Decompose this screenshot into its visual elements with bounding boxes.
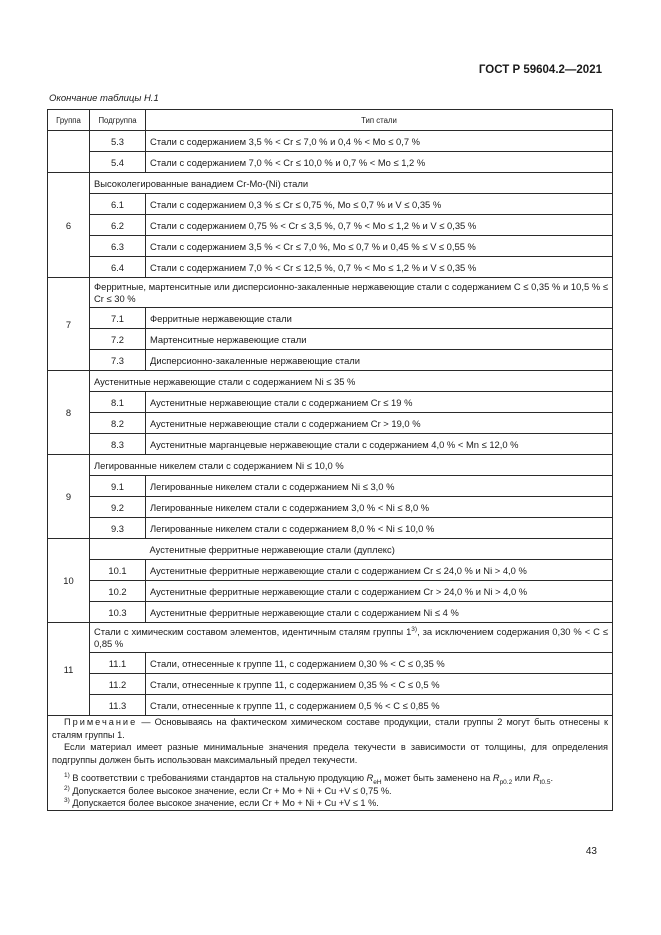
col-header-type: Тип стали	[146, 110, 613, 131]
group-cell: 7	[48, 278, 90, 371]
subgroup-cell: 5.4	[90, 152, 146, 173]
footnote-text: В соответствии с требованиями стандартов на стальную продукцию	[69, 773, 367, 783]
table-row	[48, 434, 613, 455]
document-id: ГОСТ Р 59604.2—2021	[478, 64, 602, 76]
symbol-sub: t0.5	[539, 778, 551, 786]
footnote-1	[52, 772, 608, 785]
group-row	[48, 623, 613, 653]
table-row	[48, 329, 613, 350]
symbol-sub: eH	[373, 778, 382, 786]
subgroup-cell: 9.3	[90, 518, 146, 539]
footnote-text: .	[550, 773, 553, 783]
subgroup-cell: 6.1	[90, 194, 146, 215]
page-number: 43	[585, 846, 597, 857]
table-row	[48, 131, 613, 152]
type-cell: Аустенитные нержавеющие стали с содержанием Cr > 19,0 %	[146, 413, 613, 434]
symbol-r: R	[532, 773, 540, 783]
note-label: Примечание	[64, 717, 138, 727]
subgroup-cell: 8.1	[90, 392, 146, 413]
table-row	[48, 674, 613, 695]
footnote-3	[52, 797, 608, 810]
type-cell: Аустенитные нержавеющие стали с содержанием Cr ≤ 19 %	[146, 392, 613, 413]
type-cell: Аустенитные ферритные нержавеющие стали с содержанием Ni ≤ 4 %	[146, 602, 613, 623]
subgroup-cell: 10.3	[90, 602, 146, 623]
group-cell: 8	[48, 371, 90, 455]
table-row	[48, 602, 613, 623]
notes-cell	[48, 716, 613, 811]
table-row	[48, 497, 613, 518]
type-cell: Стали с содержанием 7,0 % < Cr ≤ 10,0 % и 0,7 % < Mo ≤ 1,2 %	[146, 152, 613, 173]
table-row	[48, 236, 613, 257]
group-row	[48, 173, 613, 194]
footnote-ref: 3)	[411, 625, 418, 633]
footnote-mark: 1)	[64, 771, 70, 779]
subgroup-cell: 8.3	[90, 434, 146, 455]
group-row	[48, 278, 613, 308]
group-title-cell: Ферритные, мартенситные или дисперсионно-закаленные нержавеющие стали с содержанием C ≤ 0,35 % и 10,5 % ≤ Cr ≤ 30 %	[90, 278, 613, 308]
group-cell	[48, 131, 90, 173]
footnote-text: Допускается более высокое значение, если Cr + Mo + Ni + Cu +V ≤ 1 %.	[69, 798, 379, 808]
footnote-text: или	[512, 773, 533, 783]
type-cell: Стали с содержанием 3,5 % < Cr ≤ 7,0 %, Mo ≤ 0,7 % и 0,45 % ≤ V ≤ 0,55 %	[146, 236, 613, 257]
type-cell: Легированные никелем стали с содержанием 3,0 % < Ni ≤ 8,0 %	[146, 497, 613, 518]
type-cell: Аустенитные марганцевые нержавеющие стали с содержанием 4,0 % < Mn ≤ 12,0 %	[146, 434, 613, 455]
type-cell: Аустенитные ферритные нержавеющие стали с содержанием Cr > 24,0 % и Ni > 4,0 %	[146, 581, 613, 602]
note-paragraph-2: Если материал имеет разные минимальные значения предела текучести в зависимости от толщины, для определения подгруппы должен быть использован максимальный предел текучести.	[52, 742, 608, 765]
type-cell: Легированные никелем стали с содержанием Ni ≤ 3,0 %	[146, 476, 613, 497]
type-cell: Стали, отнесенные к группе 11, с содержанием 0,35 % < C ≤ 0,5 %	[146, 674, 613, 695]
table-row	[48, 518, 613, 539]
type-cell: Дисперсионно-закаленные нержавеющие стали	[146, 350, 613, 371]
type-cell: Стали с содержанием 3,5 % < Cr ≤ 7,0 % и 0,4 % < Mo ≤ 0,7 %	[146, 131, 613, 152]
table-row	[48, 152, 613, 173]
group-row	[48, 455, 613, 476]
group-row	[48, 539, 613, 560]
subgroup-cell: 7.1	[90, 308, 146, 329]
table-row	[48, 413, 613, 434]
group-title-cell: Аустенитные ферритные нержавеющие стали (дуплекс)	[146, 539, 613, 560]
symbol-r: R	[366, 773, 374, 783]
table-row	[48, 581, 613, 602]
type-cell: Ферритные нержавеющие стали	[146, 308, 613, 329]
group-row	[48, 371, 613, 392]
subgroup-cell: 6.4	[90, 257, 146, 278]
subgroup-cell: 7.3	[90, 350, 146, 371]
subgroup-cell: 11.2	[90, 674, 146, 695]
subgroup-cell: 11.1	[90, 653, 146, 674]
type-cell: Легированные никелем стали с содержанием 8,0 % < Ni ≤ 10,0 %	[146, 518, 613, 539]
group-title-cell: Аустенитные нержавеющие стали с содержанием Ni ≤ 35 %	[90, 371, 613, 392]
col-header-group: Группа	[48, 110, 90, 131]
subgroup-cell: 10.2	[90, 581, 146, 602]
table-row	[48, 350, 613, 371]
subgroup-cell: 9.1	[90, 476, 146, 497]
footnote-text: Допускается более высокое значение, если Cr + Mo + Ni + Cu +V ≤ 0,75 %.	[69, 785, 392, 796]
subgroup-cell: 10.1	[90, 560, 146, 581]
group-cell: 11	[48, 623, 90, 716]
type-cell: Стали с содержанием 0,75 % < Cr ≤ 3,5 %, 0,7 % < Mo ≤ 1,2 % и V ≤ 0,35 %	[146, 215, 613, 236]
subgroup-cell: 7.2	[90, 329, 146, 350]
table-row	[48, 653, 613, 674]
table-row	[48, 560, 613, 581]
table-header-row	[48, 110, 613, 131]
group-title-text-tail: , за исключением содержания 0,30 % < C ≤ 0,85 %	[94, 625, 608, 649]
table-row	[48, 194, 613, 215]
group-cell: 6	[48, 173, 90, 278]
type-cell: Мартенситные нержавеющие стали	[146, 329, 613, 350]
table-caption: Окончание таблицы Н.1	[49, 93, 159, 104]
subgroup-cell: 6.3	[90, 236, 146, 257]
subgroup-cell: 11.3	[90, 695, 146, 716]
footnote-mark: 3)	[64, 796, 70, 804]
subgroup-cell: 8.2	[90, 413, 146, 434]
footnote-text: может быть заменено на	[381, 773, 493, 783]
group-title-text: Стали с химическим составом элементов, идентичным сталям группы 1	[94, 625, 412, 637]
steel-type-table	[47, 109, 613, 811]
table-row	[48, 308, 613, 329]
type-cell: Стали, отнесенные к группе 11, с содержанием 0,5 % < C ≤ 0,85 %	[146, 695, 613, 716]
symbol-r: R	[492, 773, 500, 783]
subgroup-cell	[90, 539, 146, 560]
type-cell: Аустенитные ферритные нержавеющие стали с содержанием Cr ≤ 24,0 % и Ni > 4,0 %	[146, 560, 613, 581]
type-cell: Стали с содержанием 0,3 % ≤ Cr ≤ 0,75 %, Mo ≤ 0,7 % и V ≤ 0,35 %	[146, 194, 613, 215]
footnote-2	[52, 785, 608, 798]
type-cell: Стали с содержанием 7,0 % < Cr ≤ 12,5 %, 0,7 % < Mo ≤ 1,2 % и V ≤ 0,35 %	[146, 257, 613, 278]
group-title-cell: Легированные никелем стали с содержанием Ni ≤ 10,0 %	[90, 455, 613, 476]
subgroup-cell: 5.3	[90, 131, 146, 152]
symbol-sub: p0.2	[499, 778, 513, 786]
note-text-1: — Основываясь на фактическом химическом составе продукции, стали группы 2 могут быть отнесены к сталям группы 1.	[52, 717, 608, 740]
subgroup-cell: 6.2	[90, 215, 146, 236]
subgroup-cell: 9.2	[90, 497, 146, 518]
group-title-cell: Высоколегированные ванадием Cr-Mo-(Ni) стали	[90, 173, 613, 194]
footnote-mark: 2)	[64, 784, 70, 792]
group-cell: 10	[48, 539, 90, 623]
group-title-cell	[90, 623, 613, 653]
table-row	[48, 392, 613, 413]
table-row	[48, 476, 613, 497]
type-cell: Стали, отнесенные к группе 11, с содержанием 0,30 % < C ≤ 0,35 %	[146, 653, 613, 674]
notes-row	[48, 716, 613, 811]
note-paragraph-1	[52, 716, 608, 741]
table-row	[48, 695, 613, 716]
table-row	[48, 215, 613, 236]
group-cell: 9	[48, 455, 90, 539]
col-header-subgroup: Подгруппа	[90, 110, 146, 131]
table-row	[48, 257, 613, 278]
